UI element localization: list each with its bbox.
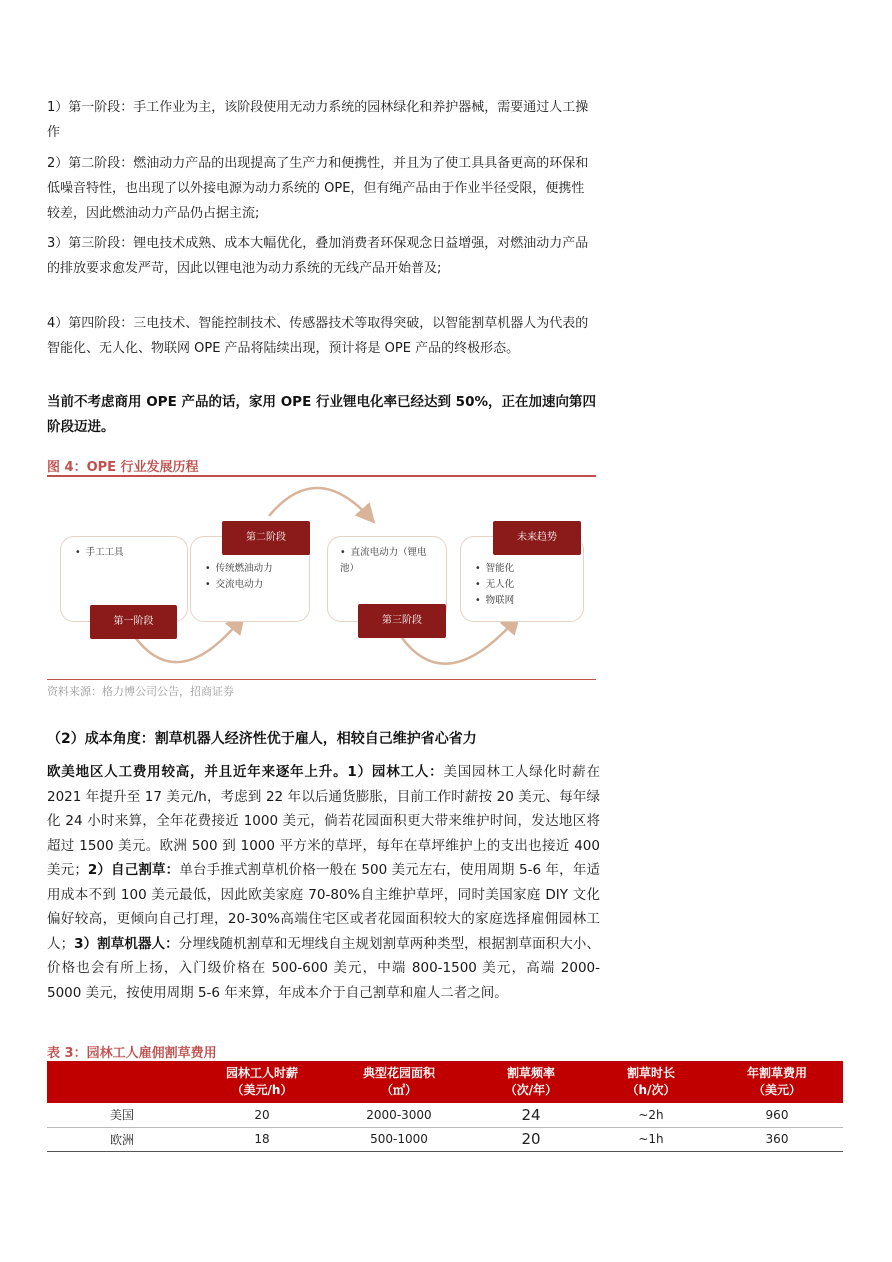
table-row: [47, 1103, 843, 1127]
table-cell: 20: [471, 1127, 591, 1151]
body-bold2: 2）自己割草：: [87, 862, 180, 878]
figure-bottom-rule: [47, 679, 596, 680]
stage2-text: 2）第二阶段：燃油动力产品的出现提高了生产力和便携性，并且为了使工具具备更高的环保和低噪音特性，也出现了以外接电源为动力系统的 OPE，但有绳产品由于作业半径受限，便携性较差，因此燃油动力产品仍占据主流;: [47, 156, 589, 221]
table-cell: ~2h: [591, 1103, 711, 1127]
table-header: 年割草费用 （美元）: [711, 1061, 843, 1103]
stage4-item: • 无人化: [475, 577, 583, 593]
stage2-label: 第二阶段: [222, 521, 310, 555]
table-cell: 18: [197, 1127, 327, 1151]
table-header: 典型花园面积 （㎡）: [327, 1061, 471, 1103]
table-header: [47, 1061, 197, 1103]
stage4-label: 未来趋势: [493, 521, 581, 555]
stage1-label: 第一阶段: [90, 605, 177, 639]
stage4-item: • 物联网: [475, 593, 583, 609]
body-part2: 单台手推式割草机价格一般在 500 美元左右，使用周期 5-6 年，年适用成本不到 100 美元最低，因此欧美家庭 70-80%自主维护草坪，同时美国家庭 DIY 文化偏好较高，更倾向自己打理，20-30%高端住宅区或者花园面积较大的家庭选择雇佣园林工人；: [47, 862, 601, 952]
table-cell: 欧洲: [47, 1127, 197, 1151]
stage4-item: • 智能化: [475, 561, 583, 577]
body-bold3: 3）割草机器人：: [74, 935, 179, 952]
stage3-label: 第三阶段: [358, 604, 446, 638]
figure-source: 资料来源：格力博公司公告，招商证券: [47, 685, 234, 698]
body-part1: 美国园林工人绿化时薪在 2021 年提升至 17 美元/h，考虑到 22 年以后通货膨胀，目前工作时薪按 20 美元、每年绿化 24 小时来算，全年花费接近 1000 美元，倘若花园面积更大带来维护时间，发达地区将超过 1500 美元。欧洲 500 到 1000 平方米的草坪，每年在草坪维护上的支出也接近 400 美元；: [47, 764, 600, 878]
table-row: [47, 1127, 843, 1151]
arrow-2-to-3: [269, 488, 372, 520]
summary-text: 当前不考虑商用 OPE 产品的话，家用 OPE 行业锂电化率已经达到 50%，正在加速向第四阶段迈进。: [47, 394, 596, 435]
body-lead: 欧美地区人工费用较高，并且近年来逐年上升。1）园林工人：: [47, 764, 444, 780]
table-cell: 2000-3000: [327, 1103, 471, 1127]
table-cell: 960: [711, 1103, 843, 1127]
figure-title: 图 4：OPE 行业发展历程: [47, 460, 199, 475]
table-cell: ~1h: [591, 1127, 711, 1151]
stage4-text: 4）第四阶段：三电技术、智能控制技术、传感器技术等取得突破，以智能割草机器人为代表的智能化、无人化、物联网 OPE 产品将陆续出现，预计将是 OPE 产品的终极形态。: [47, 316, 589, 356]
stage2-item: • 交流电动力: [205, 577, 309, 593]
section-heading: （2）成本角度：割草机器人经济性优于雇人，相较自己维护省心省力: [47, 731, 477, 747]
stage3-item: • 直流电动力（锂电池）: [340, 545, 438, 577]
table-header: 割草时长 （h/次）: [591, 1061, 711, 1103]
table-header: 园林工人时薪 （美元/h）: [197, 1061, 327, 1103]
stage3-text: 3）第三阶段：锂电技术成熟、成本大幅优化，叠加消费者环保观念日益增强，对燃油动力产品的排放要求愈发严苛，因此以锂电池为动力系统的无线产品开始普及;: [47, 236, 589, 276]
table-cell: 360: [711, 1127, 843, 1151]
body-paragraph: [47, 760, 600, 1005]
table-title: 表 3：园林工人雇佣割草费用: [47, 1046, 217, 1061]
body-part3: 分埋线随机割草和无埋线自主规划割草两种类型，根据割草面积大小、价格也会有所上扬，入门级价格在 500-600 美元，中端 800-1500 美元，高端 2000-5000 美元，按使用周期 5-6 年来算，年成本介于自己割草和雇人二者之间。: [47, 935, 600, 1001]
stage2-item: • 传统燃油动力: [205, 561, 309, 577]
table-cell: 500-1000: [327, 1127, 471, 1151]
figure-top-rule: [47, 475, 596, 477]
stage1-item: • 手工工具: [75, 545, 187, 561]
table-cell: 20: [197, 1103, 327, 1127]
table-cell: 24: [471, 1103, 591, 1127]
stage1-text: 1）第一阶段：手工作业为主，该阶段使用无动力系统的园林绿化和养护器械，需要通过人工操作: [47, 100, 589, 140]
fee-table: [47, 1061, 843, 1152]
table-cell: 美国: [47, 1103, 197, 1127]
ope-stage-diagram: [47, 478, 596, 678]
table-header: 割草频率 （次/年）: [471, 1061, 591, 1103]
table-header-row: [47, 1061, 843, 1103]
